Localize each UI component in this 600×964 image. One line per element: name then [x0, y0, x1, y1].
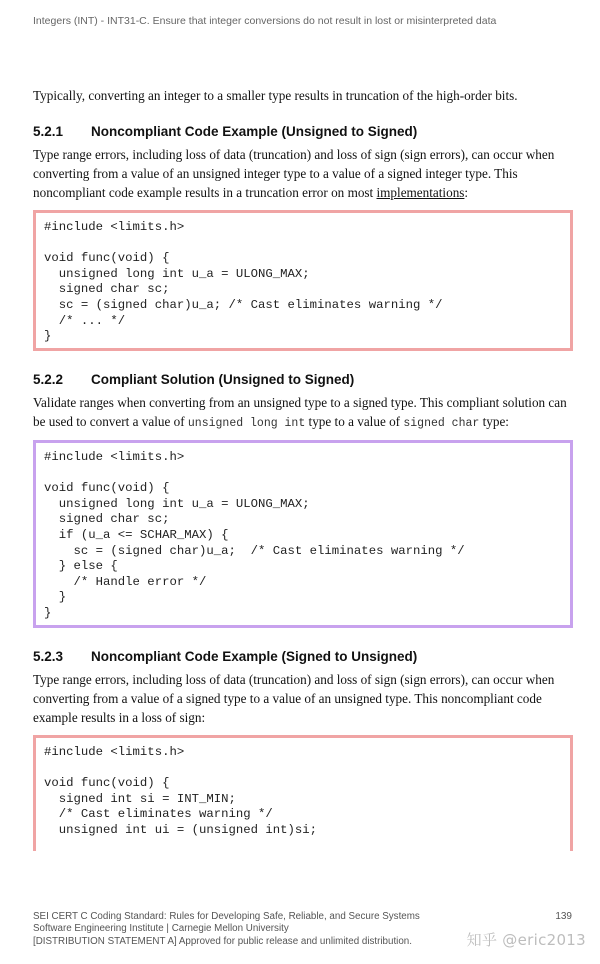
code-line: } [44, 329, 52, 344]
code-line: void func(void) { [44, 251, 170, 266]
body-text: Type range errors, including loss of data (truncation) and loss of sign (sign errors), can occur when converting from a value of an unsigned integer type to a value of a signed integer type. This noncompliant code example results in a truncation error on most [33, 147, 555, 200]
page-footer [33, 911, 420, 948]
section-number: 5.2.1 [33, 124, 64, 139]
section-heading-5-2-2 [33, 372, 354, 387]
code-line: } else { [44, 559, 118, 574]
page-number: 139 [555, 911, 572, 922]
footer-line-institute: Software Engineering Institute | Carnegie Mellon University [33, 923, 289, 935]
inline-code-signed-char: signed char [403, 417, 480, 430]
implementations-link[interactable]: implementations [376, 185, 465, 200]
section-5-2-3-body: Type range errors, including loss of data (truncation) and loss of sign (sign errors), can occur when converting from a value of a signed type to a value of an unsigned type. This noncompliant code example results in a loss of sign: [33, 672, 555, 725]
section-title: Compliant Solution (Unsigned to Signed) [91, 372, 355, 387]
body-text: type to a value of [305, 414, 404, 429]
code-line: /* Handle error */ [44, 574, 207, 589]
code-line: } [44, 605, 52, 620]
section-heading-5-2-3 [33, 649, 417, 664]
compliant-code-block [33, 440, 573, 628]
intro-paragraph: Typically, converting an integer to a smaller type results in truncation of the high-order bits. [33, 88, 518, 103]
code-line: sc = (signed char)u_a; /* Cast eliminates warning */ [44, 297, 443, 312]
body-text-end: : [464, 185, 469, 200]
section-heading-5-2-1 [33, 124, 417, 139]
code-line: unsigned long int u_a = ULONG_MAX; [44, 496, 310, 511]
body-text: type: [479, 414, 509, 429]
section-5-2-2-body [33, 393, 573, 433]
section-5-2-1-body [33, 145, 573, 202]
code-line: if (u_a <= SCHAR_MAX) { [44, 527, 229, 542]
section-title: Noncompliant Code Example (Signed to Unsigned) [91, 649, 418, 664]
code-line [44, 761, 570, 777]
code-line: #include <limits.h> [44, 745, 185, 759]
running-header: Integers (INT) - INT31-C. Ensure that integer conversions do not result in lost or misinterpreted data [33, 15, 497, 27]
footer-line-distribution: [DISTRIBUTION STATEMENT A] Approved for public release and unlimited distribution. [33, 935, 412, 947]
code-line: unsigned int ui = (unsigned int)si; [44, 822, 318, 837]
noncompliant-code-block-1 [33, 210, 573, 351]
code-line: signed char sc; [44, 282, 170, 297]
code-line [44, 466, 570, 482]
code-line: void func(void) { [44, 776, 170, 791]
inline-code-unsigned-long-int: unsigned long int [187, 417, 306, 430]
footer-line-standard: SEI CERT C Coding Standard: Rules for Developing Safe, Reliable, and Secure Systems [33, 911, 420, 922]
code-line: sc = (signed char)u_a; /* Cast eliminates warning */ [44, 543, 465, 558]
watermark: 知乎 @eric2013 [466, 931, 586, 949]
code-line: #include <limits.h> [44, 450, 185, 464]
code-line [44, 236, 570, 252]
code-line: unsigned long int u_a = ULONG_MAX; [44, 266, 310, 281]
body-text: Validate ranges when converting from an unsigned type to a signed type. This compliant solution can be used to convert a value of [33, 395, 567, 429]
section-number: 5.2.2 [33, 372, 64, 387]
code-line: #include <limits.h> [44, 220, 185, 234]
code-line: /* ... */ [44, 313, 126, 328]
code-line: } [44, 590, 67, 605]
section-title: Noncompliant Code Example (Unsigned to Signed) [91, 124, 418, 139]
code-line: /* Cast eliminates warning */ [44, 807, 273, 822]
code-line: signed char sc; [44, 512, 170, 527]
code-line: void func(void) { [44, 481, 170, 496]
code-line: signed int si = INT_MIN; [44, 791, 236, 806]
section-number: 5.2.3 [33, 649, 64, 664]
noncompliant-code-block-2 [33, 735, 573, 851]
